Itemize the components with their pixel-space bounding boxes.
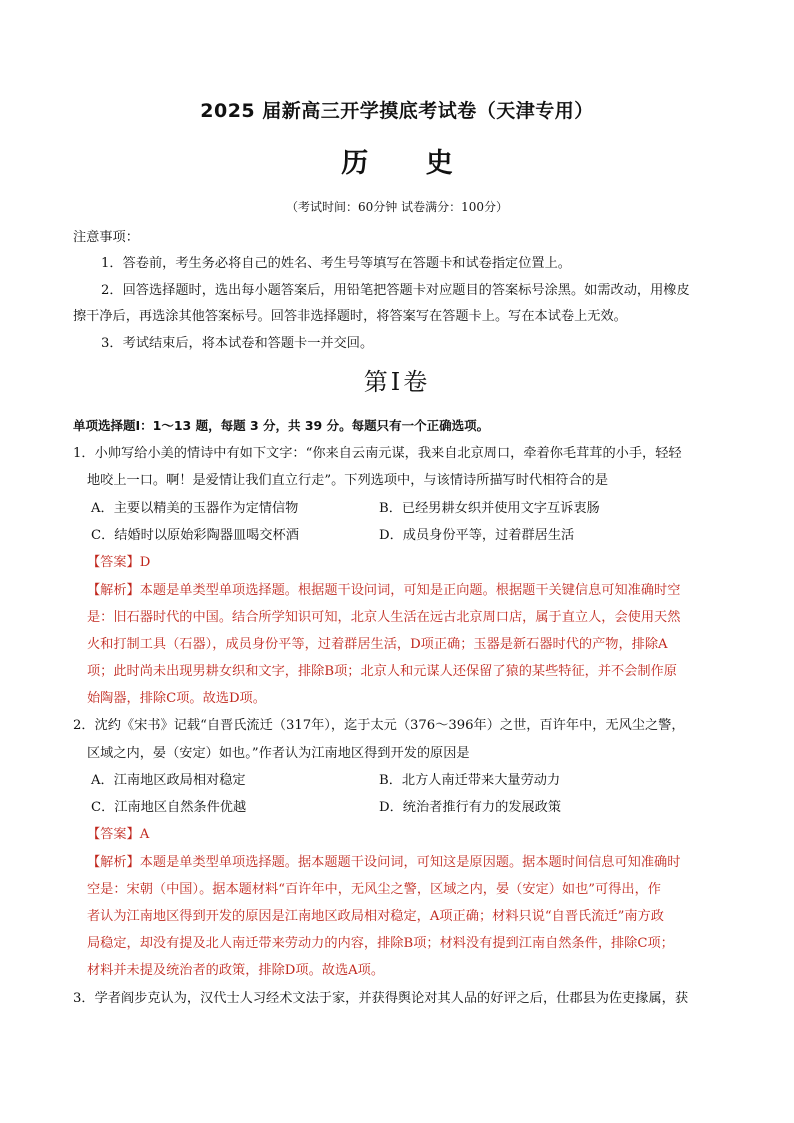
option-c: C．结婚时以原始彩陶器皿喝交杯酒 <box>91 528 299 543</box>
notice-item: 1．答卷前，考生务必将自己的姓名、考生号等填写在答题卡和试卷指定位置上。 <box>101 256 571 271</box>
question-stem: 区域之内，晏（安定）如也。”作者认为江南地区得到开发的原因是 <box>87 746 470 761</box>
question-stem: 地咬上一口。啊！是爱情让我们直立行走”。下列选项中，与该情诗所描写时代相符合的是 <box>87 473 609 488</box>
analysis-line: 是：旧石器时代的中国。结合所学知识可知，北京人生活在远古北京周口店，属于直立人，会使用天然 <box>87 610 681 625</box>
notice-item: 3．考试结束后，将本试卷和答题卡一并交回。 <box>101 336 374 351</box>
section-title: 第Ⅰ卷 <box>363 368 431 396</box>
analysis-line: 者认为江南地区得到开发的原因是江南地区政局相对稳定，A项正确；材料只说“自晋氏流迁”南方政 <box>87 909 664 924</box>
option-a: A．江南地区政局相对稳定 <box>91 773 246 788</box>
option-b: B．北方人南迁带来大量劳动力 <box>379 773 561 788</box>
question-stem: 1．小帅写给小美的情诗中有如下文字：“你来自云南元谋，我来自北京周口，牵着你毛茸茸的小手，轻轻 <box>73 446 682 461</box>
question-stem: 3．学者阎步克认为，汉代士人习经术文法于家，并获得舆论对其人品的好评之后，仕郡县为佐吏掾属，获 <box>73 991 689 1006</box>
option-b: B．已经男耕女织并使用文字互诉衷肠 <box>379 501 600 516</box>
answer: 【答案】D <box>87 555 151 570</box>
notice-item: 2．回答选择题时，选出每小题答案后，用铅笔把答题卡对应题目的答案标号涂黑。如需改动，用橡皮 <box>101 283 690 298</box>
analysis-line: 局稳定，却没有提及北人南迁带来劳动力的内容，排除B项；材料没有提到江南自然条件，排除C项； <box>87 936 674 951</box>
exam-title: 2025 届新高三开学摸底考试卷（天津专用） <box>200 100 594 122</box>
subject-title: 历 史 <box>341 148 477 179</box>
notice-item-continued: 擦干净后，再选涂其他答案标号。回答非选择题时，将答案写在答题卡上。写在本试卷上无效。 <box>73 309 627 324</box>
analysis-line: 材料并未提及统治者的政策，排除D项。故选A项。 <box>87 963 385 978</box>
analysis-line: 火和打制工具（石器），成员身份平等，过着群居生活，D项正确；玉器是新石器时代的产物，排除A <box>87 637 668 652</box>
analysis-line: 始陶器，排除C项。故选D项。 <box>87 691 266 706</box>
notice-heading: 注意事项： <box>73 230 139 245</box>
option-d: D．成员身份平等，过着群居生活 <box>379 528 575 543</box>
exam-meta: （考试时间：60分钟 试卷满分：100分） <box>286 200 508 214</box>
question-stem: 2．沈约《宋书》记载“自晋氏流迁（317年），迄于太元（376～396年）之世，百许年中，无风尘之警， <box>73 718 685 733</box>
section-intro: 单项选择题Ⅰ：1～13 题，每题 3 分，共 39 分。每题只有一个正确选项。 <box>73 418 490 433</box>
answer: 【答案】A <box>87 827 150 842</box>
option-d: D．统治者推行有力的发展政策 <box>379 800 562 815</box>
option-c: C．江南地区自然条件优越 <box>91 800 247 815</box>
analysis-line: 【解析】本题是单类型单项选择题。据本题题干设问词，可知这是原因题。据本题时间信息可知准确时 <box>87 855 681 870</box>
option-a: A．主要以精美的玉器作为定情信物 <box>91 501 299 516</box>
analysis-line: 【解析】本题是单类型单项选择题。根据题干设问词，可知是正向题。根据题干关键信息可知准确时空 <box>87 583 681 598</box>
analysis-line: 项；此时尚未出现男耕女织和文字，排除B项；北京人和元谋人还保留了猿的某些特征，并不会制作原 <box>87 664 677 679</box>
analysis-line: 空是：宋朝（中国）。据本题材料“百许年中，无风尘之警，区域之内，晏（安定）如也”可得出，作 <box>87 882 661 897</box>
